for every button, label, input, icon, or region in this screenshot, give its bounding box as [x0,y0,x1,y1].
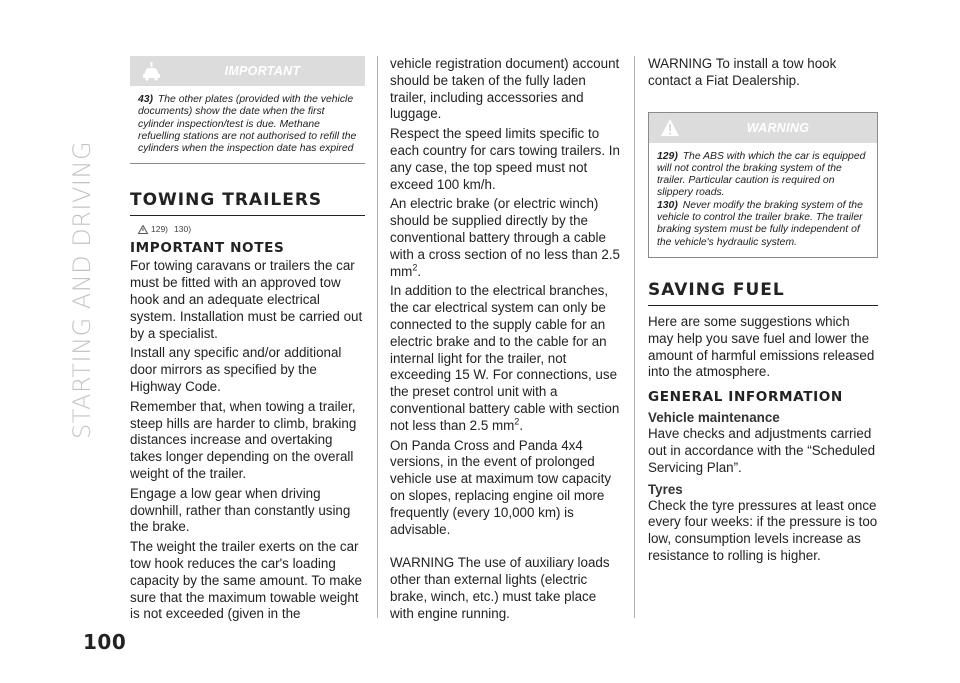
paragraph-end: . [519,417,524,433]
chapter-side-title: STARTING AND DRIVING [68,140,96,439]
warning-note [657,151,869,200]
ref-130: 130) [174,224,192,235]
warning-paragraph: WARNING The use of auxiliary loads other than external lights (electric brake, winch, etc.) must take place with engine running. [390,555,610,621]
paragraph: Remember that, when towing a trailer, steep hills are harder to climb, braking distances increase and overtaking takes longer depending on the overall weight of the trailer. [130,398,357,482]
column-divider-1 [377,56,378,618]
paragraph: Here are some suggestions which may help you save fuel and lower the amount of harmful emissions released into the atmosphere. [648,313,875,380]
page-number: 100 [83,630,127,654]
important-box [130,56,365,164]
important-box-title: IMPORTANT [224,64,301,78]
heading-tyres: Tyres [648,481,683,497]
warning-refs [138,224,365,234]
note-ref-129: 129) [657,150,678,162]
paragraph-text: In addition to the electrical branches, the car electrical system can only be connected to the supply cable for an electric brake and to the cable for an internal light for the trailer, not exceeding 15 W. For connections, use the preset control unit with a conventional battery cable with section not less than 2.5 mm [390,283,620,433]
paragraph: Engage a low gear when driving downhill, rather than constantly using the brake. [130,485,351,535]
paragraph-cable-section [390,196,622,280]
paragraph: On Panda Cross and Panda 4x4 versions, in the event of prolonged vehicle use at maximum tow capacity on slopes, replacing engine oil more frequently (every 10,000 km) is advisable. [390,437,612,537]
column-divider-2 [634,56,635,618]
ref-129: 129) [151,224,169,235]
warning-box-body [649,143,877,257]
column-3 [648,56,878,568]
warning-triangle-icon [138,225,148,234]
paragraph: vehicle registration document) account should be taken of the fully laden trailer, including accessories and luggage. [390,56,620,122]
warning-box-title: WARNING [746,120,810,135]
warning-paragraph: WARNING To install a tow hook contact a Fiat Dealership. [648,56,837,88]
superscript: 2 [412,262,418,273]
warning-box-header [649,113,877,143]
important-note-text: The other plates (provided with the vehicle documents) show the date when the first cylinder inspection/test is due. Methane refuelling stations are not authorised to refill the cylinders when the inspection date has expired [138,94,357,155]
warning-box [648,112,878,258]
paragraph: Check the tyre pressures at least once every four weeks: if the pressure is too low, consumption levels increase as resistance to rolling is higher. [648,497,878,563]
superscript: 2 [514,416,520,427]
note-ref-130: 130) [657,199,678,211]
paragraph-end: . [417,263,422,279]
paragraph: The weight the trailer exerts on the car tow hook reduces the car's loading capacity by the same amount. To make sure that the maximum towable weight is not exceeded (given in the [130,539,362,622]
note-ref-43: 43) [138,94,154,105]
column-2 [390,56,622,626]
warning-note-text: Never modify the braking system of the vehicle to control the trailer brake. The trailer braking system must be fully independent of the vehicle's hydraulic system. [657,199,863,248]
important-box-header [130,56,365,86]
paragraph: Install any specific and/or additional door mirrors as specified by the Highway Code. [130,345,342,395]
paragraph: For towing caravans or trailers the car must be fitted with an approved tow hook and an adequate electrical system. Installation must be carried out by a specialist. [130,258,363,341]
paragraph-text: An electric brake (or electric winch) should be supplied directly by the conventional battery through a cable with a cross section of no less than 2.5 mm [390,196,620,279]
important-box-body [130,86,365,163]
paragraph: Have checks and adjustments carried out in accordance with the “Scheduled Servicing Plan”. [648,426,876,475]
column-1 [130,56,365,626]
section-title-saving-fuel: SAVING FUEL [648,280,878,306]
subsection-title-general-information: GENERAL INFORMATION [648,389,843,406]
heading-vehicle-maintenance: Vehicle maintenance [648,410,780,426]
subsection-title-important-notes: IMPORTANT NOTES [130,240,285,257]
warning-note-text: The ABS with which the car is equipped will not control the braking system of the trailer. Particular caution is required on slippery roads. [657,150,866,199]
paragraph: Respect the speed limits specific to each country for cars towing trailers. In any case, the top speed must not exceed 100 km/h. [390,126,620,192]
warning-note [657,200,869,249]
section-title-towing-trailers: TOWING TRAILERS [130,190,365,216]
paragraph-electrical-branches [390,283,622,434]
